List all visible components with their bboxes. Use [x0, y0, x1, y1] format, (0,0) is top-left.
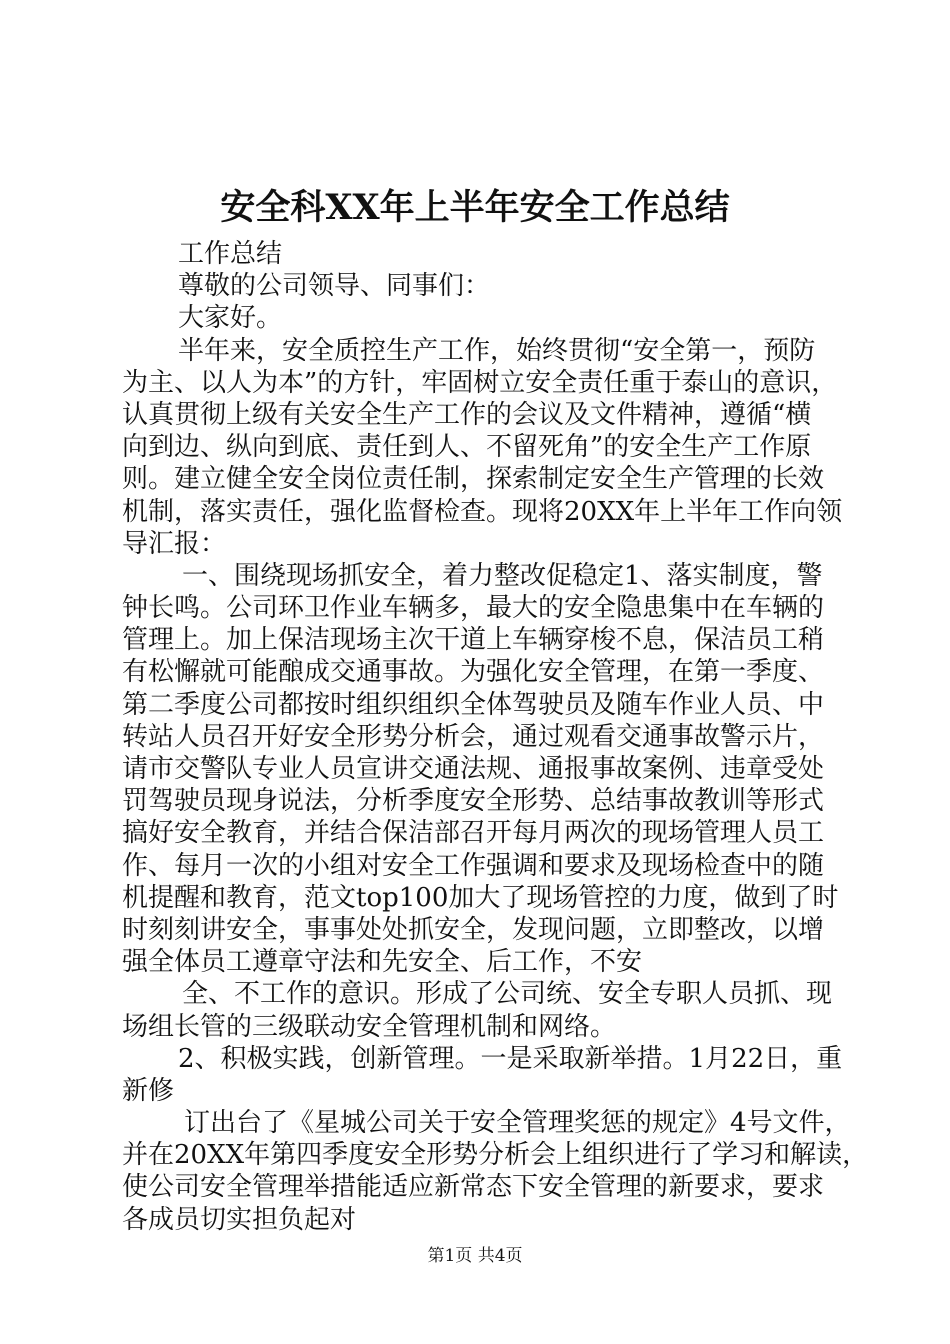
text-line: 为主、以人为本”的方针，牢固树立安全责任重于泰山的意识，	[122, 367, 838, 398]
text-line: 使公司安全管理举措能适应新常态下安全管理的新要求，要求	[122, 1172, 825, 1203]
text-line: 搞好安全教育，并结合保洁部召开每月两次的现场管理人员工	[122, 818, 825, 849]
text-line: 管理上。加上保洁现场主次干道上车辆穿梭不息，保洁员工稍	[122, 625, 825, 656]
text-line: 工作总结	[178, 239, 283, 269]
text-line: 尊敬的公司领导、同事们：	[178, 271, 491, 302]
text-line: 场组长管的三级联动安全管理机制和网络。	[122, 1011, 617, 1042]
document-title: 安全科XX年上半年安全工作总结	[220, 187, 730, 228]
text-line: 强全体员工遵章守法和先安全、后工作，不安	[122, 947, 643, 978]
text-line: 机制，落实责任，强化监督检查。现将20XX年上半年工作向领	[122, 496, 843, 527]
text-line: 作、每月一次的小组对安全工作强调和要求及现场检查中的随	[122, 850, 825, 881]
text-line: 各成员切实担负起对	[122, 1204, 357, 1235]
text-line: 机提醒和教育，范文top100加大了现场管控的力度，做到了时	[122, 882, 839, 913]
text-line: 大家好。	[178, 303, 283, 334]
text-line: 钟长鸣。公司环卫作业车辆多，最大的安全隐患集中在车辆的	[122, 593, 825, 624]
page-footer: 第1页 共4页	[427, 1246, 523, 1266]
document-body	[122, 238, 869, 1236]
text-line: 导汇报：	[122, 528, 227, 559]
text-line: 有松懈就可能酿成交通事故。为强化安全管理，在第一季度、	[122, 657, 825, 688]
text-line: 订出台了《星城公司关于安全管理奖惩的规定》4号文件，	[184, 1108, 851, 1139]
text-line: 全、不工作的意识。形成了公司统、安全专职人员抓、现	[182, 979, 833, 1010]
text-line: 一、围绕现场抓安全，着力整改促稳定1、落实制度，警	[182, 560, 823, 591]
text-line: 罚驾驶员现身说法，分析季度安全形势、总结事故教训等形式	[122, 786, 825, 817]
text-line: 并在20XX年第四季度安全形势分析会上组织进行了学习和解读，	[122, 1140, 869, 1171]
text-line: 半年来，安全质控生产工作，始终贯彻“安全第一，预防	[178, 335, 816, 366]
text-line: 2、积极实践，创新管理。一是采取新举措。1月22日，重	[178, 1043, 843, 1074]
text-line: 请市交警队专业人员宣讲交通法规、通报事故案例、违章受处	[122, 754, 825, 784]
text-line: 认真贯彻上级有关安全生产工作的会议及文件精神，遵循“横	[122, 399, 812, 430]
text-line: 第二季度公司都按时组织组织全体驾驶员及随车作业人员、中	[122, 689, 825, 720]
text-line: 时刻刻讲安全，事事处处抓安全，发现问题，立即整改，以增	[122, 914, 825, 945]
text-line: 则。建立健全安全岗位责任制，探索制定安全生产管理的长效	[122, 464, 825, 495]
text-line: 向到边、纵向到底、责任到人、不留死角”的安全生产工作原	[122, 432, 812, 463]
text-line: 新修	[122, 1075, 175, 1106]
text-line: 转站人员召开好安全形势分析会，通过观看交通事故警示片，	[122, 721, 825, 752]
